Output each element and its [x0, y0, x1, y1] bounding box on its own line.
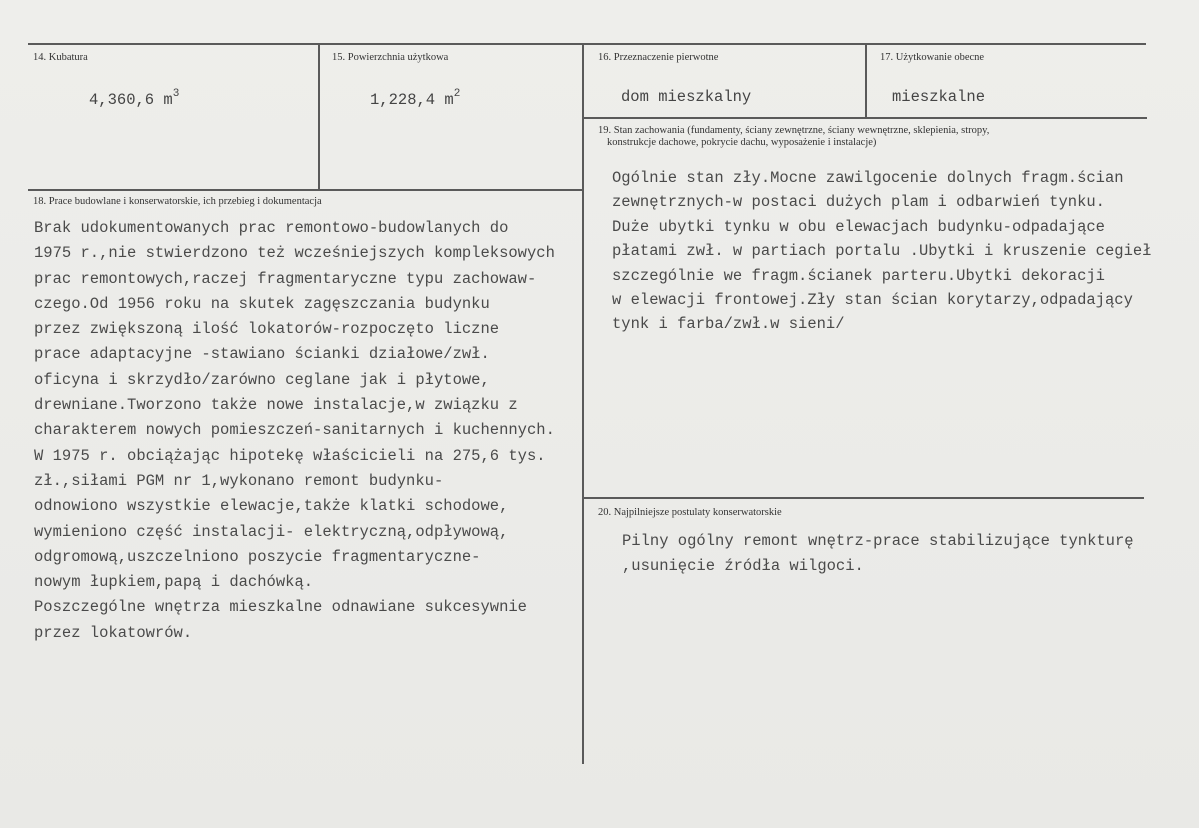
- field-18-text-line: zł.,siłami PGM nr 1,wykonano remont budynku-: [34, 471, 444, 490]
- field-18-label: 18. Prace budowlane i konserwatorskie, ich przebieg i dokumentacja: [33, 196, 322, 207]
- field-20-text-line: ,usunięcie źródła wilgoci.: [622, 557, 864, 575]
- main-vertical-divider: [582, 44, 584, 764]
- rule-above-20: [584, 497, 1144, 499]
- field-18-text-line: przez lokatowrów.: [34, 623, 193, 642]
- field-14-label: 14. Kubatura: [33, 52, 88, 63]
- field-16-value: dom mieszkalny: [621, 88, 752, 106]
- field-18-text-line: 1975 r.,nie stwierdzono też wcześniejszych kompleksowych: [34, 244, 555, 263]
- divider-16-17: [865, 44, 867, 118]
- field-19-text-line: płatami zwł. w partiach portalu .Ubytki i kruszenie cegieł: [612, 242, 1152, 261]
- field-18-text-line: prace adaptacyjne -stawiano ścianki działowe/zwł.: [34, 345, 490, 364]
- field-20-label: 20. Najpilniejsze postulaty konserwatorskie: [598, 507, 782, 518]
- field-19-text-line: w elewacji frontowej.Zły stan ścian korytarzy,odpadający: [612, 290, 1133, 309]
- field-18-text-line: odgromową,uszczelniono poszycie fragmentaryczne-: [34, 547, 481, 566]
- field-19-text-line: zewnętrznych-w postaci dużych plam i odbarwień tynku.: [612, 193, 1105, 212]
- field-18-text-line: przez zwiększoną ilość lokatorów-rozpoczęto liczne: [34, 320, 500, 339]
- top-rule: [28, 43, 1146, 45]
- field-19-text-line: Ogólnie stan zły.Mocne zawilgocenie dolnych fragm.ścian: [612, 169, 1124, 187]
- field-18-text-line: wymieniono część instalacji- elektryczną,odpływową,: [34, 522, 509, 541]
- field-18-text-line: drewniane.Tworzono także nowe instalacje,w związku z: [34, 396, 518, 415]
- divider-14-15: [318, 44, 320, 190]
- field-18-text-line: nowym łupkiem,papą i dachówką.: [34, 573, 314, 592]
- field-18-text-line: odnowiono wszystkie elewacje,także klatki schodowe,: [34, 497, 509, 516]
- field-15-unit-exponent: 2: [453, 88, 461, 100]
- field-17-value: mieszkalne: [892, 88, 986, 106]
- field-17-label: 17. Użytkowanie obecne: [880, 52, 985, 63]
- field-19-text-line: tynk i farba/zwł.w sieni/: [612, 315, 845, 334]
- field-14-unit-exponent: 3: [172, 88, 180, 100]
- rule-under-14-15: [28, 189, 582, 191]
- field-19-label-line1: 19. Stan zachowania (fundamenty, ściany zewnętrzne, ściany wewnętrzne, sklepienia, stropy,: [598, 125, 990, 136]
- field-15-label: 15. Powierzchnia użytkowa: [332, 52, 449, 63]
- field-20-text-line: Pilny ogólny remont wnętrz-prace stabilizujące tynkturę: [622, 532, 1134, 550]
- field-14-number: 4,360,6 m: [89, 91, 173, 109]
- field-18-text-line: charakterem nowych pomieszczeń-sanitarnych i kuchennych.: [34, 421, 555, 440]
- field-16-label: 16. Przeznaczenie pierwotne: [598, 52, 719, 63]
- field-18-text-line: W 1975 r. obciążając hipotekę właścicieli na 275,6 tys.: [34, 446, 546, 465]
- rule-under-16-17: [584, 117, 1147, 119]
- field-19-text: [612, 166, 1152, 337]
- field-18-text-line: Poszczególne wnętrza mieszkalne odnawiane sukcesywnie: [34, 598, 527, 617]
- field-15-value: [370, 88, 460, 109]
- field-20-text: [622, 529, 1134, 579]
- field-18-text-line: czego.Od 1956 roku na skutek zagęszczania budynku: [34, 294, 490, 313]
- field-14-value: [89, 88, 179, 109]
- field-18-text-line: Brak udokumentowanych prac remontowo-budowlanych do: [34, 219, 509, 237]
- field-19-text-line: szczególnie we fragm.ścianek parteru.Ubytki dekoracji: [612, 266, 1105, 285]
- field-19-text-line: Duże ubytki tynku w obu elewacjach budynku-odpadające: [612, 217, 1105, 236]
- field-18-text-line: oficyna i skrzydło/zarówno ceglane jak i płytowe,: [34, 370, 490, 389]
- field-18-text: [34, 216, 555, 646]
- field-15-number: 1,228,4 m: [370, 91, 454, 109]
- field-19-label-line2: konstrukcje dachowe, pokrycie dachu, wyposażenie i instalacje): [607, 137, 877, 148]
- field-18-text-line: prac remontowych,raczej fragmentaryczne typu zachowaw-: [34, 269, 537, 288]
